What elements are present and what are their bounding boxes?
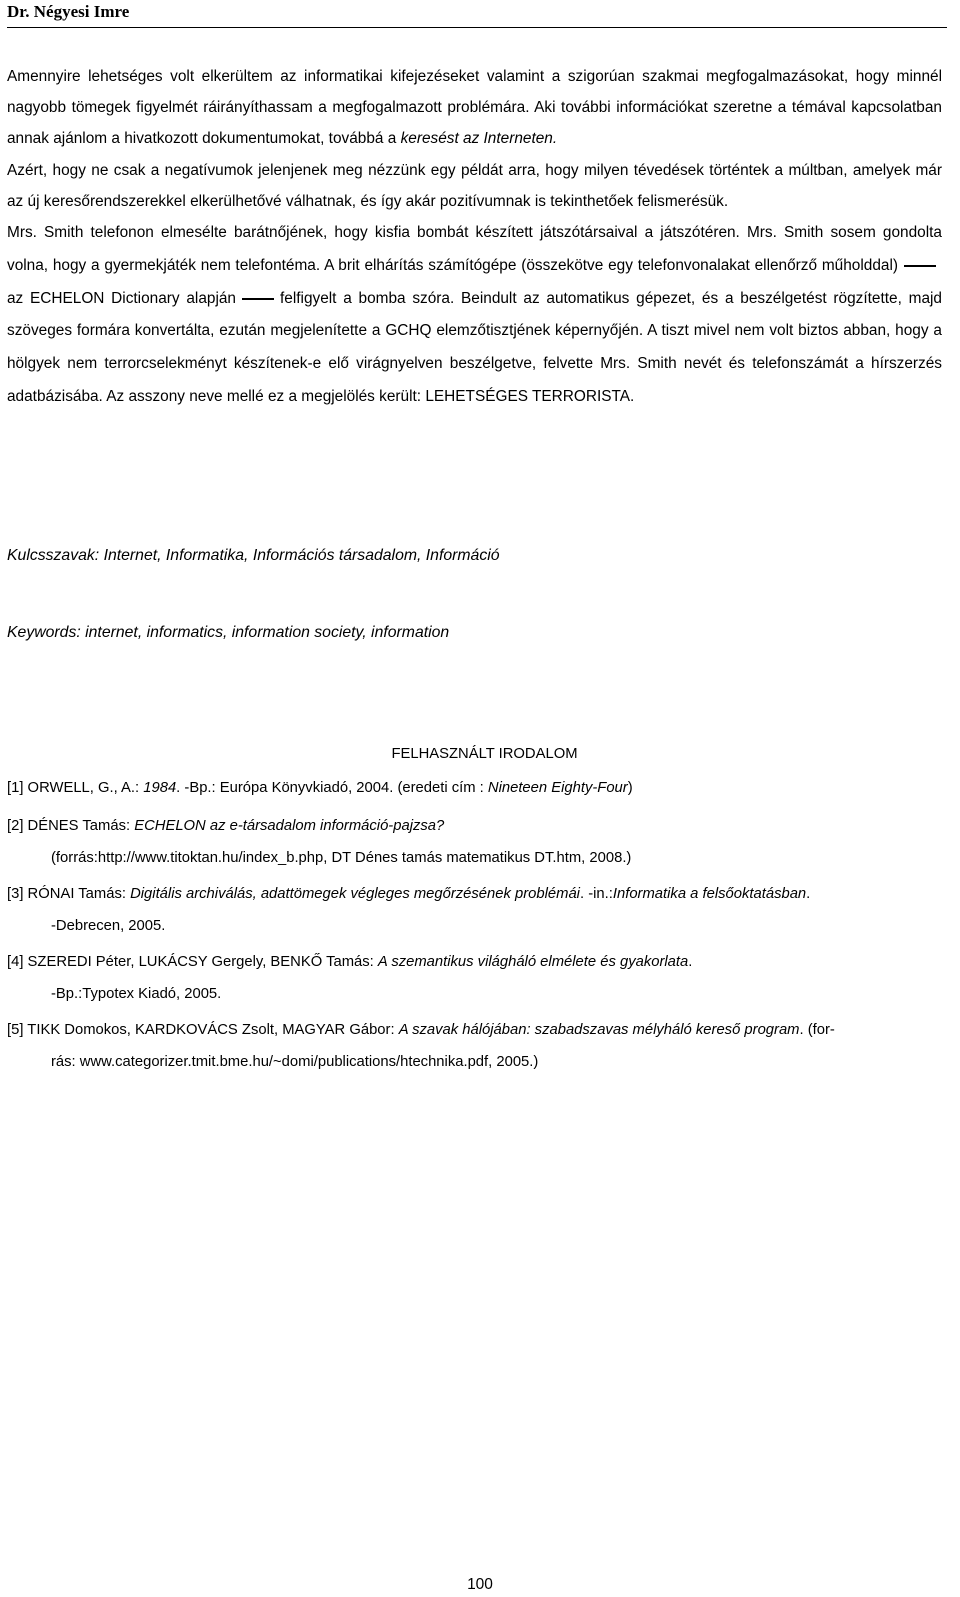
- ref-text: [3] RÓNAI Tamás:: [7, 886, 131, 902]
- ref-text: . -in.:: [579, 886, 613, 902]
- ref-italic: 1984: [143, 780, 177, 796]
- reference-item: [7, 878, 942, 942]
- ref-continuation: -Debrecen, 2005.: [51, 918, 166, 934]
- author-name: Dr. Négyesi Imre: [7, 2, 130, 21]
- paragraph-example-text-c: felfigyelt a bomba szóra. Beindult az automatikus gépezet, és a beszélgetést rögzítette, majd szöveges formára konvertálta, ezután megjelenítette a GCHQ elemzőtisztjének képernyőjén. A tiszt mivel nem volt biztos abban, hogy a hölgyek nem terrorcselekményt készítenek-e elő virágnyelven beszélgetve, felvette Mrs. Smith nevét és telefonszámát a hírszerzés adatbázisába. Az asszony neve mellé ez a megjelölés került: LEHETSÉGES TERRORISTA.: [7, 289, 942, 405]
- ref-continuation: (forrás:http://www.titoktan.hu/index_b.php, DT Dénes tamás matematikus DT.htm, 2008.): [51, 850, 632, 866]
- keywords-hungarian: Kulcsszavak: Internet, Informatika, Információs társadalom, Információ: [7, 547, 500, 564]
- ref-continuation: rás: www.categorizer.tmit.bme.hu/~domi/publications/htechnika.pdf, 2005.): [51, 1054, 539, 1070]
- body-text: [7, 61, 942, 414]
- reference-item: [7, 810, 942, 874]
- ref-text: [1] ORWELL, G., A.:: [7, 780, 144, 796]
- ref-italic: Digitális archiválás, adattömegek végleges megőrzésének problémái: [130, 886, 580, 902]
- ref-text: [4] SZEREDI Péter, LUKÁCSY Gergely, BENKŐ Tamás:: [7, 954, 378, 970]
- ref-italic: ECHELON az e-társadalom információ-pajzsa?: [134, 818, 445, 834]
- paragraph-intro: [7, 61, 942, 155]
- paragraph-example-text-a: Mrs. Smith telefonon elmesélte barátnőjének, hogy kisfia bombát készített játszótársaival a játszótéren. Mrs. Smith sosem gondolta volna, hogy a gyermekjáték nem telefontéma. A brit elhárítás számítógépe (összekötve egy telefonvonalakat ellenőrző műholddal): [7, 224, 942, 274]
- references-title: FELHASZNÁLT IRODALOM: [391, 746, 578, 762]
- em-dash: [242, 298, 274, 300]
- paragraph-example-text-b: az ECHELON Dictionary alapján: [7, 289, 236, 307]
- ref-text: ): [627, 780, 633, 796]
- reference-item: [7, 946, 942, 1010]
- running-header: [7, 2, 947, 28]
- paragraph-example: [7, 217, 942, 414]
- paragraph-intro-text: Amennyire lehetséges volt elkerültem az informatikai kifejezéseket valamint a szigorúan szakmai megfogalmazásokat, hogy minnél nagyobb tömegek figyelmét ráirányíthassam a megfogalmazott problémára. Aki további információkat szeretne a témával kapcsolatban annak ajánlom a hivatkozott dokumentumokat, továbbá a: [7, 68, 942, 148]
- ref-text: [5] TIKK Domokos, KARDKOVÁCS Zsolt, MAGYAR Gábor:: [7, 1022, 399, 1038]
- ref-italic: A szemantikus világháló elmélete és gyakorlata: [377, 954, 689, 970]
- ref-text: .: [688, 954, 693, 970]
- ref-continuation: -Bp.:Typotex Kiadó, 2005.: [51, 986, 222, 1002]
- paragraph-intro-italic: keresést az Interneten.: [400, 130, 558, 148]
- paragraph-example-intro: Azért, hogy ne csak a negatívumok jelenjenek meg nézzünk egy példát arra, hogy milyen tévedések történtek a múltban, amelyek már az új keresőrendszerekkel elkerülhetővé válhatnak, és így akár pozitívumnak is tekinthetőek felismerésük.: [7, 161, 942, 210]
- ref-text: [2] DÉNES Tamás:: [7, 818, 135, 834]
- ref-text: . -Bp.: Európa Könyvkiadó, 2004. (eredeti cím :: [176, 780, 488, 796]
- ref-text: .: [806, 886, 811, 902]
- page-number: 100: [467, 1576, 493, 1593]
- ref-italic: Informatika a felsőoktatásban: [612, 886, 807, 902]
- keywords-english: Keywords: internet, informatics, information society, information: [7, 624, 450, 641]
- ref-italic: A szavak hálójában: szabadszavas mélyháló kereső program: [398, 1022, 800, 1038]
- ref-text: . (for-: [799, 1022, 835, 1038]
- reference-item: [7, 1014, 942, 1078]
- ref-italic: Nineteen Eighty-Four: [487, 780, 628, 796]
- reference-item: [7, 772, 942, 804]
- em-dash: [904, 265, 936, 267]
